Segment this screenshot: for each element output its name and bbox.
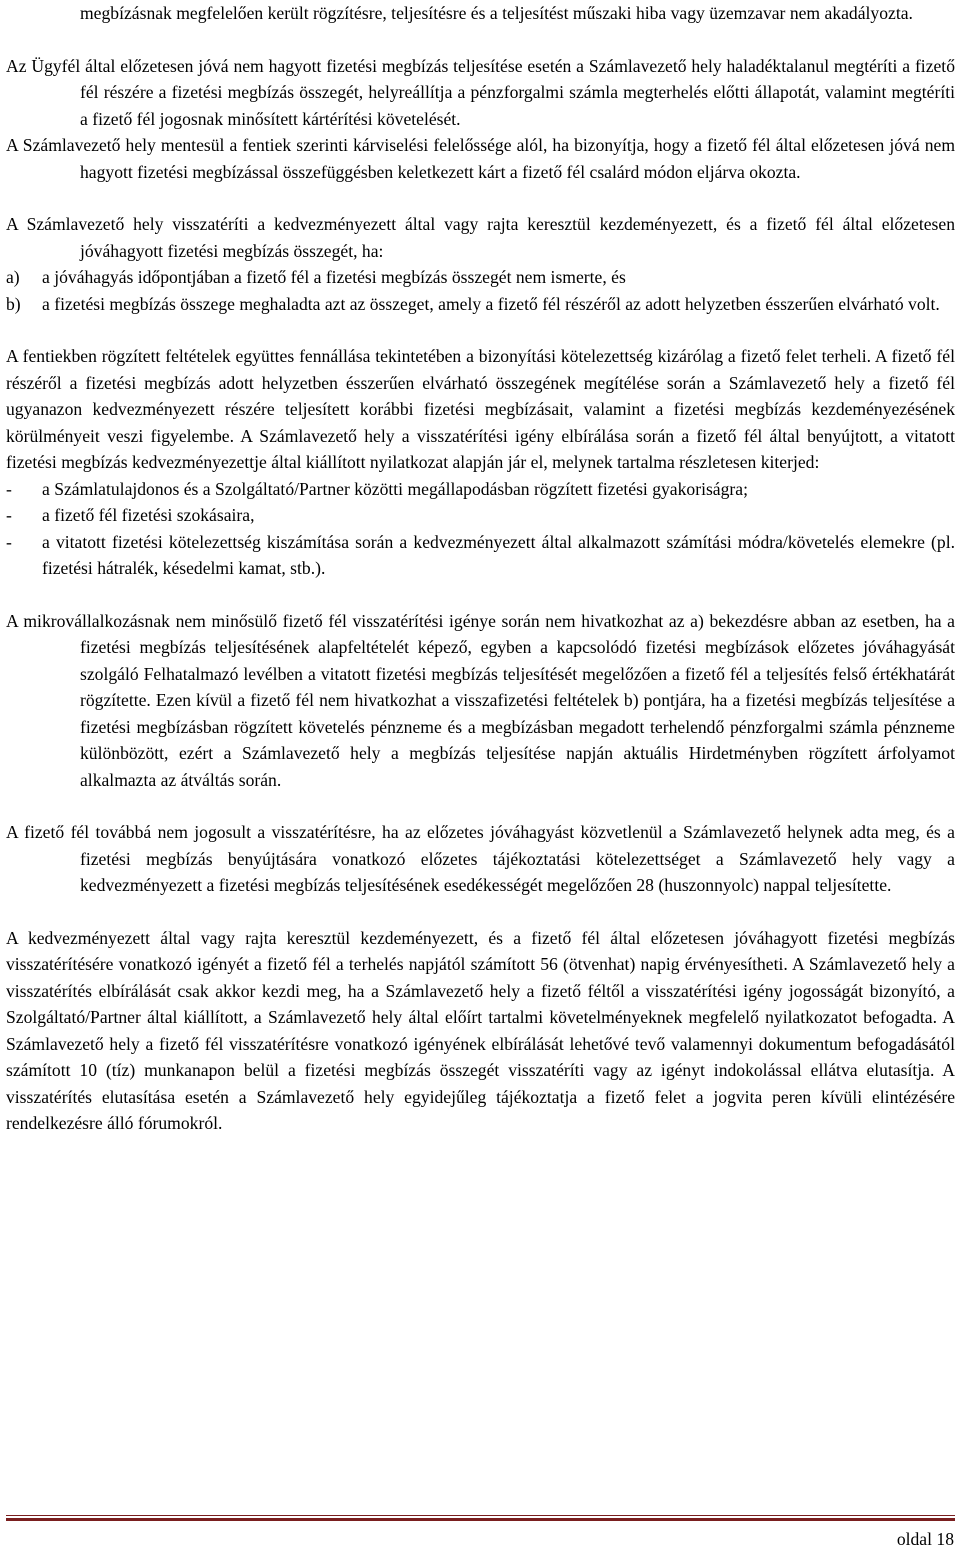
list-item <box>6 264 955 291</box>
list-marker: - <box>6 505 12 525</box>
spacer <box>6 317 955 343</box>
list-item-text: a fizető fél fizetési szokásaira, <box>42 505 255 525</box>
list-marker: - <box>6 478 12 499</box>
paragraph-refund-deadline: A kedvezményezett által vagy rajta keresztül kezdeményezett, és a fizető fél által előzetesen jóváhagyott fizetési megbízás visszatérítésére vonatkozó igényét a fizető fél a terhelés napjától számított 56 (ötvenhat) napig érvényesítheti. A Számlavezető hely a visszatérítés elbírálását csak akkor kezdi meg, ha a Számlavezető hely a fizető féltől a visszatérítési igény jogosságát bizonyító, a Szolgáltató/Partner által kiállított, a Számlavezető hely által előírt tartalmi követelményeknek megfelelő nyilatkozatot befogadta. A Számlavezető hely a fizető fél visszatérítésre vonatkozó igényének elbírálását lehetővé tevő valamennyi dokumentum befogadásától számított 10 (tíz) munkanapon belül a fizetési megbízás összegét visszatéríti vagy az igényt indokolással ellátva elutasítja. A visszatérítés elutasítása esetén a Számlavezető hely egyidejűleg tájékoztatja a fizető felet a jogvita peren kívüli elintézésére rendelkezésre álló fórumokról. <box>6 927 955 1133</box>
document-page <box>6 0 955 1137</box>
paragraph-refund-conditions: A Számlavezető hely visszatéríti a kedvezményezett által vagy rajta keresztül kezdeményezett, és a fizető fél által előzetesen jóváhagyott fizetési megbízás összegét, ha: <box>6 214 955 261</box>
footer-divider-thin <box>6 1515 955 1516</box>
paragraph-continuation: megbízásnak megfelelően került rögzítésre, teljesítésre és a teljesítést műszaki hiba vagy üzemzavar nem akadályozta. <box>80 3 913 23</box>
list-marker: b) <box>6 293 21 314</box>
paragraph-no-refund: A fizető fél továbbá nem jogosult a visszatérítésre, ha az előzetes jóváhagyást közvetlenül a Számlavezető helynek adta meg, és a fizetési megbízás benyújtására vonatkozó előzetes tájékoztatási kötelezettséget a Számlavezető hely vagy a kedvezményezett a fizetési megbízás teljesítésének esedékességét megelőzően 28 (huszonnyolc) nappal teljesítette. <box>6 822 955 895</box>
list-item <box>6 502 955 529</box>
list-item-text: a Számlatulajdonos és a Szolgáltató/Partner közötti megállapodásban rögzített fizetési gyakoriságra; <box>42 478 748 499</box>
footer-divider-thick <box>6 1518 955 1521</box>
spacer <box>6 899 955 925</box>
list-item-text: a jóváhagyás időpontjában a fizető fél a fizetési megbízás összegét nem ismerte, és <box>42 267 626 287</box>
paragraph-refund-unauthorized: Az Ügyfél által előzetesen jóvá nem hagyott fizetési megbízás teljesítése esetén a Számlavezető hely haladéktalanul megtéríti a fizető fél részére a fizetési megbízás összegét, helyreállítja a pénzforgalmi számla megterhelés előtti állapotát, valamint megtéríti a fizető fél jogosnak minősített kártérítési követelését. <box>6 55 955 129</box>
spacer <box>6 793 955 819</box>
list-item-text: a fizetési megbízás összege meghaladta azt az összeget, amely a fizető fél részéről az adott helyzetben ésszerűen elvárható volt. <box>42 293 940 314</box>
spacer <box>6 27 955 53</box>
list-marker: - <box>6 531 12 552</box>
spacer <box>6 185 955 211</box>
page-number: oldal 18 <box>896 1529 954 1549</box>
list-marker: a) <box>6 267 20 287</box>
list-item <box>6 291 955 318</box>
spacer <box>6 582 955 608</box>
footer-divider <box>6 1515 955 1521</box>
list-item <box>6 476 955 503</box>
list-item <box>6 529 955 582</box>
list-item-text: a vitatott fizetési kötelezettség kiszámítása során a kedvezményezett által alkalmazott számítási módra/követelés elemekre (pl. fizetési hátralék, késedelmi kamat, stb.). <box>42 531 955 578</box>
paragraph-burden-of-proof: A fentiekben rögzített feltételek együttes fennállása tekintetében a bizonyítási kötelezettség kizárólag a fizető felet terheli. A fizető fél részéről a fizetési megbízás adott helyzetben ésszerűen elvárható összegének megítélése során a Számlavezető hely a fizető fél ugyanazon kedvezményezett részére teljesített korábbi fizetési megbízásait, valamint a fizetési megbízás kezdeményezésének körülményeit veszi figyelembe. A Számlavezető hely a visszatérítési igény elbírálása során a fizető fél által benyújtott, a vitatott fizetési megbízás kedvezményezettje által kiállított nyilatkozat alapján jár el, melynek tartalma részletesen kiterjed: <box>6 346 955 472</box>
paragraph-exemption: A Számlavezető hely mentesül a fentiek szerinti kárviselési felelőssége alól, ha bizonyítja, hogy a fizető fél által előzetesen jóvá nem hagyott fizetési megbízással összefüggésben keletkezett kárt a fizető fél csalárd módon eljárva okozta. <box>6 135 955 182</box>
paragraph-microenterprise: A mikrovállalkozásnak nem minősülő fizető fél visszatérítési igénye során nem hivatkozhat az a) bekezdésre abban az esetben, ha a fizetési megbízás teljesítésének alapfeltételét képező, egyben a kapcsolódó fizetési megbízások előzetes jóváhagyását szolgáló Felhatalmazó levélben a vitatott fizetési megbízás teljesítését megelőzően a fizető fél a teljesítés felső értékhatárát rögzítette. Ezen kívül a fizető fél nem hivatkozhat a visszafizetési feltételek b) pontjára, ha a fizetési megbízás teljesítése a fizetési megbízásban rögzített követelés pénzneme és a megbízásban megadott terhelendő pénzforgalmi számla pénzneme különbözött, ezért a Számlavezető hely a megbízás teljesítése napján aktuális Hirdetményben rögzített árfolyamot alkalmazta az átváltás során. <box>6 610 955 790</box>
